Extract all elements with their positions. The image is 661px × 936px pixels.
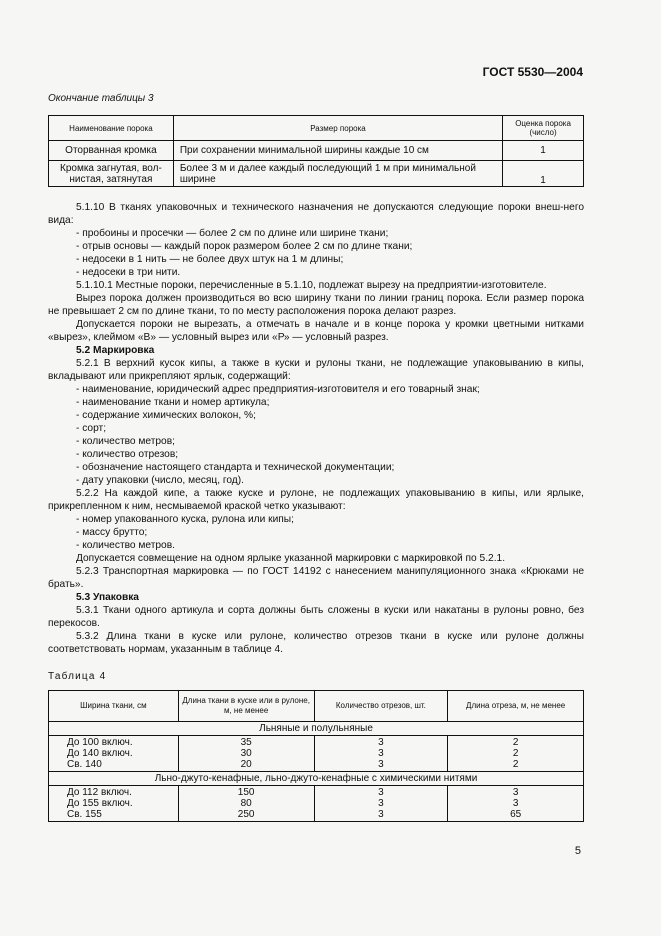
paragraph: 5.1.10 В тканях упаковочных и технического назначения не допускаются следующие пороки внеш-него вида: <box>48 202 584 226</box>
table3-caption: Окончание таблицы 3 <box>48 93 154 104</box>
table-header-row <box>49 691 584 722</box>
list-item: - количество отрезов; <box>76 449 179 460</box>
column-header: Размер порока <box>173 116 502 141</box>
cut-length-value: 2 <box>512 748 519 759</box>
document-header: ГОСТ 5530—2004 <box>482 65 583 79</box>
length-value: 35 <box>240 737 252 748</box>
paragraph: 5.1.10.1 Местные пороки, перечисленные в 5.1.10, подлежат вырезу на предприятии-изготовителе. <box>76 280 547 291</box>
paragraph: 5.3.2 Длина ткани в куске или рулоне, количество отрезов ткани в куске или рулоне должны соответствовать нормам, указанным в таблице 4. <box>48 631 584 655</box>
column-header: Ширина ткани, см <box>49 691 179 722</box>
group-title: Льняные и полульняные <box>49 722 584 736</box>
list-item: - пробоины и просечки — более 2 см по длине или ширине ткани; <box>76 228 389 239</box>
width-value: Св. 155 <box>67 809 102 820</box>
column-header: Оценка порока (число) <box>503 116 584 141</box>
table4-caption: Таблица 4 <box>48 671 107 682</box>
column-header: Длина ткани в куске или в рулоне, м, не менее <box>178 691 314 722</box>
width-value: До 155 включ. <box>67 798 133 809</box>
list-item: - сорт; <box>76 423 107 434</box>
list-item: - обозначение настоящего стандарта и технической документации; <box>76 462 395 473</box>
cuts-value: 3 <box>378 737 384 748</box>
group-title: Льно-джуто-кенафные, льно-джуто-кенафные с химическими нитями <box>49 772 584 786</box>
cuts-value: 3 <box>378 759 384 770</box>
table-cell: Кромка загнутая, вол-нистая, затянутая <box>49 161 174 187</box>
column-header: Длина отреза, м, не менее <box>448 691 584 722</box>
list-item: - наименование ткани и номер артикула; <box>76 397 270 408</box>
section-heading: 5.2 Маркировка <box>76 345 155 356</box>
list-item: - наименование, юридический адрес предприятия-изготовителя и его товарный знак; <box>76 384 480 395</box>
table-cell <box>49 786 179 822</box>
list-item: - недосеки в три нити. <box>76 267 181 278</box>
table-cell <box>448 786 584 822</box>
column-header: Количество отрезов, шт. <box>314 691 448 722</box>
length-value: 20 <box>240 759 252 770</box>
table-cell: При сохранении минимальной ширины каждые 10 см <box>173 141 502 161</box>
paragraph: Вырез порока должен производиться во всю ширину ткани по линии границ порока. Если размер порока не превышает 2 см по длине ткани, то по месту расположения порока делают разрез. <box>48 293 584 317</box>
table-cell <box>448 736 584 772</box>
length-value: 250 <box>237 809 255 820</box>
width-value: До 100 включ. <box>67 737 133 748</box>
length-value: 30 <box>240 748 252 759</box>
table-cell: Оторванная кромка <box>49 141 174 161</box>
list-item: - количество метров. <box>76 540 175 551</box>
width-value: Св. 140 <box>67 759 102 770</box>
list-item: - содержание химических волокон, %; <box>76 410 256 421</box>
cuts-value: 3 <box>378 798 384 809</box>
list-item: - массу брутто; <box>76 527 148 538</box>
body-text <box>48 201 584 656</box>
width-value: До 140 включ. <box>67 748 133 759</box>
cut-length-value: 3 <box>512 798 519 809</box>
cuts-value: 3 <box>378 809 384 820</box>
length-value: 150 <box>237 787 255 798</box>
table-cell: Более 3 м и далее каждый последующий 1 м при минимальной ширине <box>173 161 502 187</box>
table-row <box>49 141 584 161</box>
paragraph: 5.2.3 Транспортная маркировка — по ГОСТ 14192 с нанесением манипуляционного знака «Крюками не брать». <box>48 566 584 590</box>
list-item: - количество метров; <box>76 436 175 447</box>
cut-length-value: 2 <box>512 759 519 770</box>
cut-length-value: 65 <box>510 809 522 820</box>
table-row <box>49 736 584 772</box>
width-value: До 112 включ. <box>67 787 132 798</box>
table-cell <box>314 736 448 772</box>
paragraph: 5.2.1 В верхний кусок кипы, а также в куски и рулоны ткани, не подлежащие упаковыванию в кипы, вкладывают или прикрепляют ярлык, содержащий: <box>48 358 584 382</box>
cuts-value: 3 <box>378 748 384 759</box>
table-cell: 1 <box>503 161 584 187</box>
paragraph: Допускается совмещение на одном ярлыке указанной маркировки с маркировкой по 5.2.1. <box>76 553 506 564</box>
table-header-row <box>49 116 584 141</box>
list-item: - номер упакованного куска, рулона или кипы; <box>76 514 294 525</box>
column-header: Наименование порока <box>49 116 174 141</box>
cut-length-value: 2 <box>512 737 519 748</box>
cut-length-value: 3 <box>512 787 519 798</box>
table-cell <box>178 786 314 822</box>
table-3 <box>48 115 584 187</box>
section-heading: 5.3 Упаковка <box>76 592 139 603</box>
list-item: - недосеки в 1 нить — не более двух штук на 1 м длины; <box>76 254 344 265</box>
table-4 <box>48 690 584 822</box>
paragraph: 5.3.1 Ткани одного артикула и сорта должны быть сложены в куски или накатаны в рулоны ровно, без перекосов. <box>48 605 584 629</box>
table-row <box>49 786 584 822</box>
table-cell <box>49 736 179 772</box>
table-cell <box>178 736 314 772</box>
cuts-value: 3 <box>378 787 384 798</box>
group-header-row <box>49 722 584 736</box>
list-item: - отрыв основы — каждый порок размером более 2 см по длине ткани; <box>76 241 413 252</box>
list-item: - дату упаковки (число, месяц, год). <box>76 475 244 486</box>
length-value: 80 <box>240 798 252 809</box>
paragraph: 5.2.2 На каждой кипе, а также куске и рулоне, не подлежащих упаковыванию в кипы, или ярлыке, прикрепленном к ним, несмываемой краской четко указывают: <box>48 488 584 512</box>
paragraph: Допускается пороки не вырезать, а отмечать в начале и в конце порока у кромки цветными нитками «вырез», клеймом «В» — условный вырез или «Р» — условный разрез. <box>48 319 584 343</box>
table-cell <box>314 786 448 822</box>
page-number: 5 <box>574 845 581 857</box>
group-header-row <box>49 772 584 786</box>
table-row <box>49 161 584 187</box>
table-cell: 1 <box>503 141 584 161</box>
